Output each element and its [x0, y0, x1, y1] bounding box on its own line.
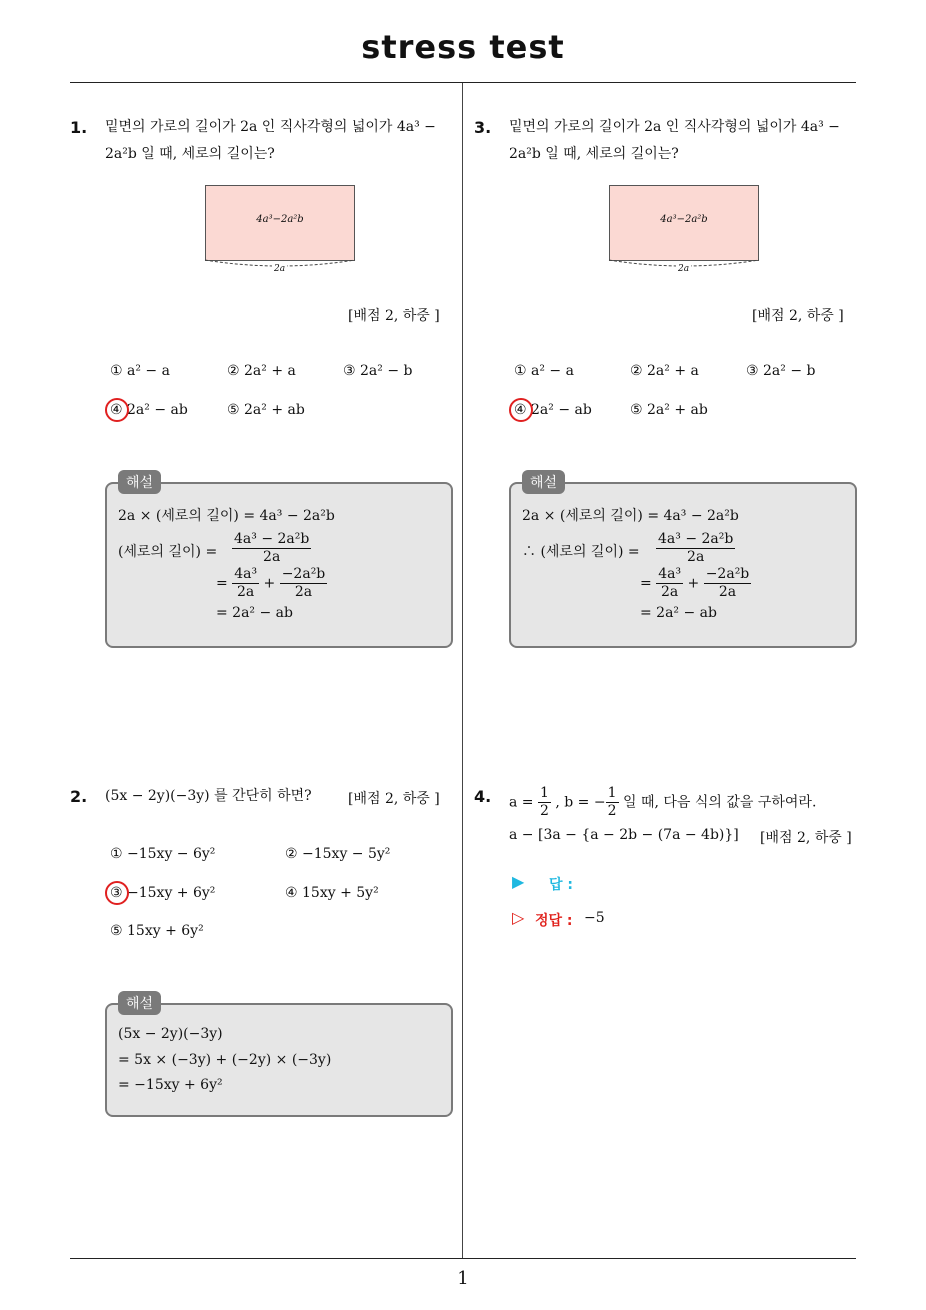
q1-number: 1.: [70, 118, 88, 137]
q1-expl-line2-prefix: (세로의 길이) =: [118, 544, 218, 560]
q4-correct-label: 정답 :: [535, 913, 573, 929]
q1-rectangle-figure: [205, 185, 355, 261]
q2-choice-5[interactable]: ⑤ 15xy + 6y²: [110, 923, 204, 939]
q4-correct-marker-icon: ▷: [512, 908, 525, 927]
q3-explanation-tag: 해설: [522, 470, 565, 494]
q2-answer-circle: [105, 881, 129, 905]
q3-choice-5[interactable]: ⑤ 2a² + ab: [630, 402, 708, 418]
q3-expl-line2-prefix: ∴ (세로의 길이) =: [522, 544, 640, 560]
q4-correct-value: −5: [584, 910, 605, 926]
q2-choice-1[interactable]: ① −15xy − 6y²: [110, 846, 216, 862]
q3-expl-fraction1: $\frac{\text{4a³ − 2a²b}}{2a}$: [658, 531, 734, 565]
q3-text-line1: 밑면의 가로의 길이가 2a 인 직사각형의 넓이가 4a³ −: [509, 119, 840, 135]
q2-expl-line2: = 5x × (−3y) + (−2y) × (−3y): [118, 1052, 332, 1068]
q2-expl-line3: = −15xy + 6y²: [118, 1077, 223, 1093]
q2-choice-4[interactable]: ④ 15xy + 5y²: [285, 885, 379, 901]
q2-choice-2[interactable]: ② −15xy − 5y²: [285, 846, 391, 862]
q2-number: 2.: [70, 787, 88, 806]
q3-expl-line1: 2a × (세로의 길이) = 4a³ − 2a²b: [522, 508, 739, 524]
q4-score: [배점 2, 하중 ]: [760, 830, 852, 846]
q1-text-line1: 밑면의 가로의 길이가 2a 인 직사각형의 넓이가 4a³ −: [105, 119, 436, 135]
q4-number: 4.: [474, 787, 492, 806]
q1-explanation-tag: 해설: [118, 470, 161, 494]
q1-choice-5[interactable]: ⑤ 2a² + ab: [227, 402, 305, 418]
q1-answer-circle: [105, 398, 129, 422]
q2-score: [배점 2, 하중 ]: [348, 791, 440, 807]
q3-score: [배점 2, 하중 ]: [752, 308, 844, 324]
q1-expl-line4: = 2a² − ab: [216, 605, 293, 621]
q1-choice-2[interactable]: ② 2a² + a: [227, 363, 296, 379]
q4-expression: a − [3a − {a − 2b − (7a − 4b)}]: [509, 827, 739, 843]
q3-expl-line4: = 2a² − ab: [640, 605, 717, 621]
page-number: 1: [457, 1268, 469, 1289]
q1-rect-area-label: 4a³−2a²b: [256, 214, 304, 225]
q1-score: [배점 2, 하중 ]: [348, 308, 440, 324]
q2-expl-line1: (5x − 2y)(−3y): [118, 1026, 223, 1042]
q2-text: (5x − 2y)(−3y) 를 간단히 하면?: [105, 788, 312, 804]
q3-choice-4[interactable]: ④ 2a² − ab: [514, 402, 592, 418]
q3-answer-circle: [509, 398, 533, 422]
q1-choice-1[interactable]: ① a² − a: [110, 363, 170, 379]
q3-dimension-label: 2a: [678, 264, 690, 274]
q1-expl-line1: 2a × (세로의 길이) = 4a³ − 2a²b: [118, 508, 335, 524]
q4-answer-marker-icon: ▶: [512, 872, 525, 891]
q1-expl-fraction1: $\frac{\text{4a³ − 2a²b}}{2a}$: [234, 531, 310, 565]
footer-rule: [70, 1258, 856, 1259]
q3-text-line2: 2a²b 일 때, 세로의 길이는?: [509, 146, 679, 162]
q3-choice-3[interactable]: ③ 2a² − b: [746, 363, 816, 379]
q3-choice-1[interactable]: ① a² − a: [514, 363, 574, 379]
header-rule: [70, 82, 856, 83]
q1-choice-4[interactable]: ④ 2a² − ab: [110, 402, 188, 418]
column-divider: [462, 83, 463, 1258]
q4-condition: a = $\frac{1}{2}$ , b = − $\frac{1}{2}$ 일 때, 다음 식의 값을 구하여라.: [509, 785, 817, 819]
q2-explanation-tag: 해설: [118, 991, 161, 1015]
q1-expl-line3: = $\frac{\text{4a³}}{2a}$ + $\frac{\text{−2a²b}}{2a}$: [216, 566, 326, 600]
q3-number: 3.: [474, 118, 492, 137]
q3-rectangle-figure: [609, 185, 759, 261]
q1-text-line2: 2a²b 일 때, 세로의 길이는?: [105, 146, 275, 162]
q4-answer-label: 답 :: [549, 877, 573, 893]
q2-choice-3[interactable]: ③ −15xy + 6y²: [110, 885, 216, 901]
q1-dimension-label: 2a: [274, 264, 286, 274]
page-title: stress test: [361, 28, 565, 66]
q3-choice-2[interactable]: ② 2a² + a: [630, 363, 699, 379]
q3-rect-area-label: 4a³−2a²b: [660, 214, 708, 225]
q1-choice-3[interactable]: ③ 2a² − b: [343, 363, 413, 379]
q3-expl-line3: = $\frac{\text{4a³}}{2a}$ + $\frac{\text{−2a²b}}{2a}$: [640, 566, 750, 600]
